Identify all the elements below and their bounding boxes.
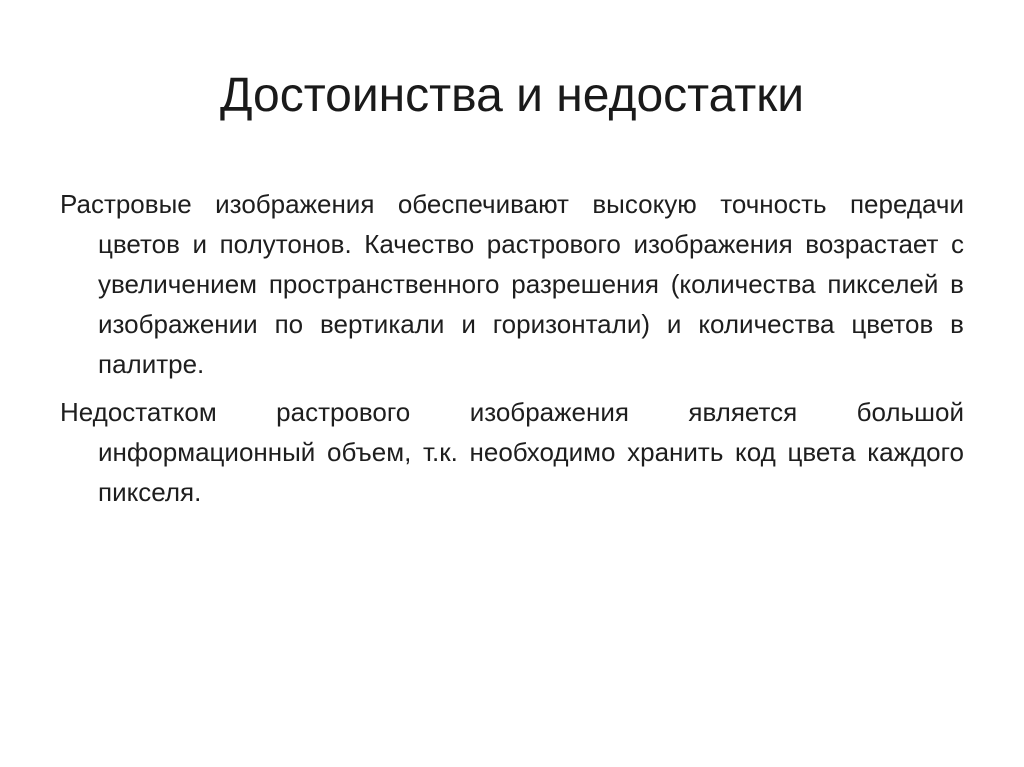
paragraph-disadvantages: Недостатком растрового изображения является большой информационный объем, т.к. необходимо хранить код цвета каждого пикселя. <box>60 397 964 507</box>
slide-title: Достоинства и недостатки <box>219 69 805 122</box>
slide-body <box>60 184 964 520</box>
paragraph-advantages: Растровые изображения обеспечивают высокую точность передачи цветов и полутонов. Качество растрового изображения возрастает с увеличением пространственного разрешения (количества пикселей в изображении по вертикали и горизонтали) и количества цветов в палитре. <box>60 189 964 379</box>
